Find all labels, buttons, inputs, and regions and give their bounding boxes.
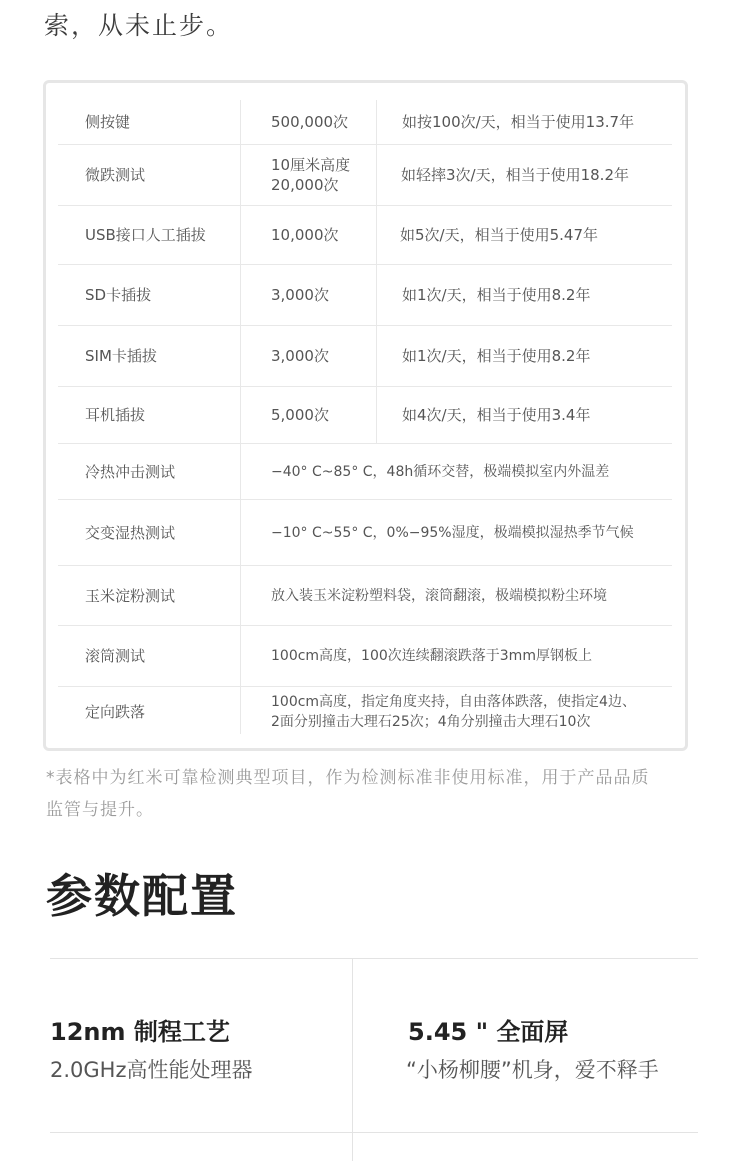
- section-title: 参数配置: [46, 869, 238, 923]
- test-item: 玉米淀粉测试: [85, 586, 176, 605]
- table-row: [58, 145, 672, 206]
- test-item: 定向跌落: [85, 703, 146, 721]
- test-description: 如1次/天，相当于使用8.2年: [402, 286, 591, 304]
- test-description: 如1次/天，相当于使用8.2年: [402, 347, 591, 365]
- test-count: 500,000次: [271, 113, 349, 131]
- test-item: 微跌测试: [85, 166, 146, 184]
- test-count-line: 10厘米高度: [271, 156, 351, 174]
- test-description: 如按100次/天，相当于使用13.7年: [402, 113, 635, 131]
- table-row: [58, 500, 672, 566]
- test-item: SD卡插拔: [85, 286, 152, 304]
- table-row: [58, 626, 672, 687]
- test-item: USB接口人工插拔: [85, 226, 206, 244]
- spec-subtitle: “小杨柳腰”机身，爱不释手: [406, 1058, 659, 1082]
- test-description: 如4次/天，相当于使用3.4年: [402, 406, 591, 424]
- table-row: [58, 326, 672, 387]
- test-item: SIM卡插拔: [85, 347, 157, 365]
- test-description: 100cm高度，100次连续翻滚跌落于3mm厚钢板上: [271, 648, 592, 664]
- test-item: 交变湿热测试: [85, 523, 176, 542]
- test-item: 侧按键: [85, 113, 131, 131]
- test-count-line: 20,000次: [271, 176, 339, 194]
- test-description: 如轻摔3次/天，相当于使用18.2年: [401, 166, 629, 184]
- test-count: [271, 145, 381, 205]
- divider: [50, 958, 698, 959]
- divider: [50, 1132, 698, 1133]
- footnote-line: *表格中为红米可靠检测典型项目，作为检测标准非使用标准，用于产品品质: [46, 768, 650, 788]
- table-row: [58, 687, 672, 737]
- test-description: −10° C~55° C，0%−95%湿度，极端模拟湿热季节气候: [271, 524, 634, 541]
- test-item: 滚筒测试: [85, 647, 146, 665]
- table-footnote: [46, 762, 696, 826]
- test-description: 放入装玉米淀粉塑料袋，滚筒翻滚，极端模拟粉尘环境: [271, 587, 607, 604]
- table-row: [58, 100, 672, 145]
- test-item: 耳机插拔: [85, 406, 146, 424]
- test-count: 5,000次: [271, 406, 329, 424]
- table-row: [58, 387, 672, 444]
- test-count: 10,000次: [271, 226, 339, 244]
- test-description: 如5次/天，相当于使用5.47年: [400, 226, 598, 244]
- table-row: [58, 566, 672, 626]
- test-description-line: 100cm高度，指定角度夹持，自由落体跌落，使指定4边、: [271, 694, 636, 710]
- test-description: [271, 687, 671, 737]
- table-row: [58, 265, 672, 326]
- spec-title: 5.45 " 全面屏: [408, 1018, 569, 1046]
- table-row: [58, 206, 672, 265]
- divider: [352, 958, 353, 1161]
- spec-subtitle: 2.0GHz高性能处理器: [50, 1058, 253, 1082]
- table-row: [58, 444, 672, 500]
- test-description-line: 2面分别撞击大理石25次；4角分别撞击大理石10次: [271, 714, 591, 730]
- test-count: 3,000次: [271, 286, 329, 304]
- test-item: 冷热冲击测试: [85, 462, 176, 481]
- spec-title: 12nm 制程工艺: [50, 1018, 230, 1046]
- intro-text: 索，从未止步。: [44, 11, 234, 40]
- footnote-line: 监管与提升。: [46, 800, 154, 820]
- test-count: 3,000次: [271, 347, 329, 365]
- test-description: −40° C~85° C，48h循环交替，极端模拟室内外温差: [271, 463, 610, 480]
